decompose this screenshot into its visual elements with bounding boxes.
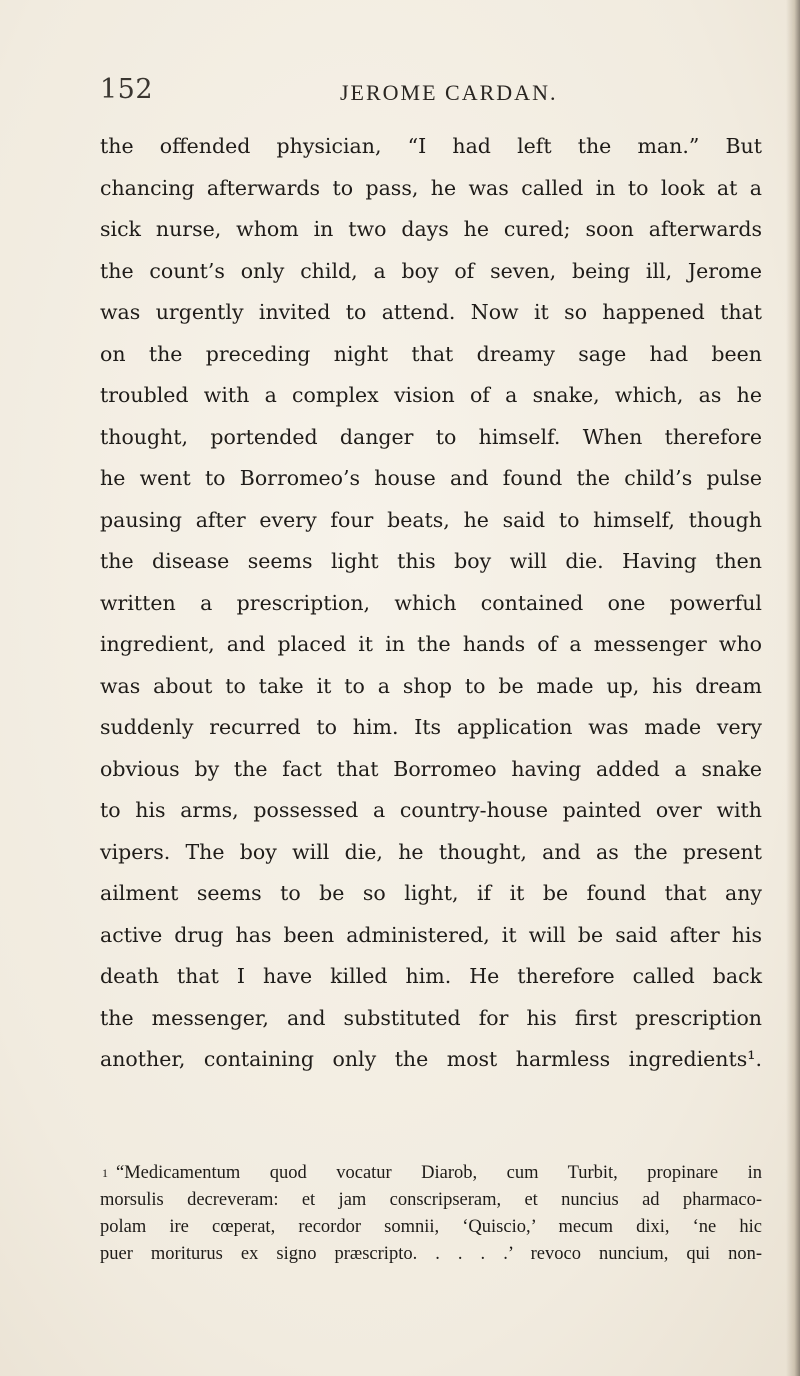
footnote <box>100 1160 762 1268</box>
footnote-line: morsulis decreveram: et jam conscripseram, et nuncius ad pharmaco- <box>100 1190 762 1210</box>
text-line: pausing after every four beats, he said to himself, though <box>100 507 762 532</box>
text-line: written a prescription, which contained one powerful <box>100 590 762 615</box>
text-line: on the preceding night that dreamy sage had been <box>100 341 762 366</box>
footnote-text: “Medicamentum quod vocatur Diarob, cum Turbit, propinare in <box>116 1163 762 1183</box>
footnote-line <box>100 1160 762 1187</box>
text-line: the messenger, and substituted for his first prescription <box>100 1005 762 1030</box>
text-line: the disease seems light this boy will die. Having then <box>100 549 762 573</box>
text-line: chancing afterwards to pass, he was called in to look at a <box>100 175 762 200</box>
footnote-line: puer moriturus ex signo præscripto. . . . .’ revoco nuncium, qui non- <box>100 1244 762 1264</box>
footnote-marker: 1 <box>102 1166 108 1180</box>
text-line: was about to take it to a shop to be made up, his dream <box>100 673 762 698</box>
text-line: ingredient, and placed it in the hands of a messenger who <box>100 632 762 656</box>
page-header <box>100 74 760 114</box>
text-line: to his arms, possessed a country-house painted over with <box>100 798 762 822</box>
page-number: 152 <box>100 74 154 105</box>
running-title: JEROME CARDAN. <box>340 80 558 105</box>
text-line: another, containing only the most harmless ingredients¹. <box>100 1047 762 1071</box>
text-line: obvious by the fact that Borromeo having added a snake <box>100 756 762 781</box>
text-line: ailment seems to be so light, if it be found that any <box>100 881 762 905</box>
text-line: death that I have killed him. He therefore called back <box>100 964 762 988</box>
body-text <box>100 126 762 1081</box>
text-line: he went to Borromeo’s house and found the child’s pulse <box>100 466 762 490</box>
text-line: vipers. The boy will die, he thought, and as the present <box>100 839 762 864</box>
text-line: sick nurse, whom in two days he cured; soon afterwards <box>100 217 762 241</box>
text-line: was urgently invited to attend. Now it so happened that <box>100 300 762 324</box>
footnote-line: polam ire cœperat, recordor somnii, ‘Quiscio,’ mecum dixi, ‘ne hic <box>100 1217 762 1237</box>
page-edge-shadow <box>786 0 800 1376</box>
text-line: active drug has been administered, it will be said after his <box>100 922 762 947</box>
text-line: the offended physician, “I had left the man.” But <box>100 134 762 158</box>
text-line: the count’s only child, a boy of seven, being ill, Jerome <box>100 258 762 283</box>
text-line: troubled with a complex vision of a snake, which, as he <box>100 383 762 407</box>
text-line: suddenly recurred to him. Its application was made very <box>100 715 762 739</box>
text-line: thought, portended danger to himself. When therefore <box>100 424 762 449</box>
